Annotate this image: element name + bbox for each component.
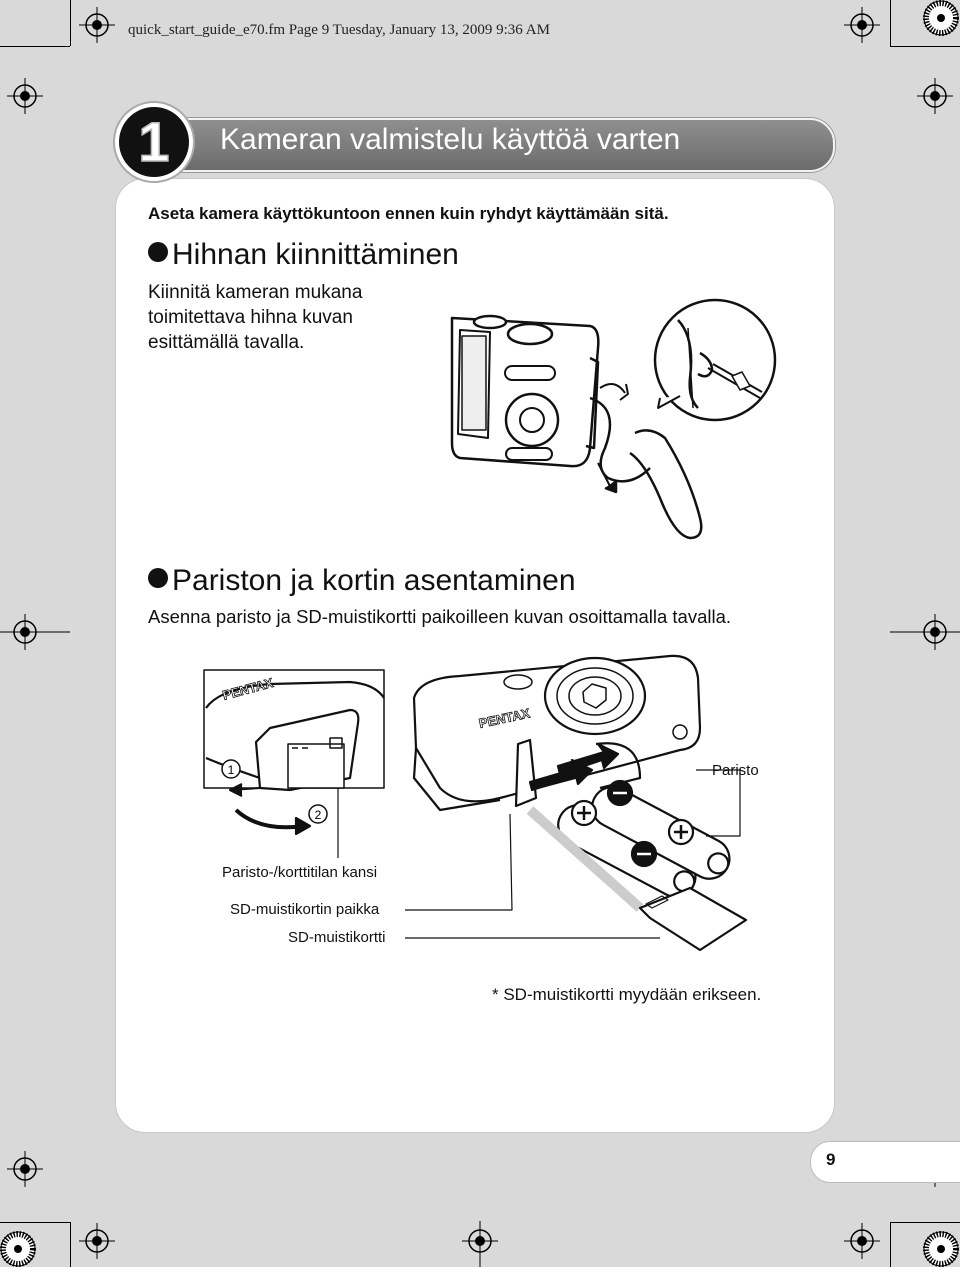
pdf-header: quick_start_guide_e70.fm Page 9 Tuesday, January 13, 2009 9:36 AM (128, 22, 550, 38)
step-1-label: 1 (227, 763, 235, 777)
registration-mark-icon (917, 78, 953, 114)
strap-heading (148, 238, 459, 272)
registration-mark-icon (79, 1223, 115, 1259)
page-number: 9 (826, 1150, 836, 1169)
strap-illustration (450, 298, 780, 548)
label-sd-card: SD-muistikortti (288, 929, 386, 946)
color-bar-icon (924, 1232, 958, 1266)
battery-heading-text: Pariston ja kortin asentaminen (172, 564, 576, 597)
step-number: 1 (138, 110, 170, 173)
label-card-slot: SD-muistikortin paikka (230, 901, 380, 918)
registration-mark-icon (7, 78, 43, 114)
strap-instructions (148, 280, 362, 355)
label-paristo: Paristo (712, 762, 759, 779)
step-number-badge (112, 100, 196, 184)
page-title: Kameran valmistelu käyttöä varten (220, 123, 681, 156)
registration-mark-icon (7, 1151, 43, 1187)
registration-mark-icon (844, 7, 880, 43)
brand-logo-right: PENTAX (477, 705, 532, 731)
intro-text: Aseta kamera käyttökuntoon ennen kuin ryhdyt käyttämään sitä. (148, 204, 669, 223)
color-bar-icon (1, 1232, 35, 1266)
strap-line: Kiinnitä kameran mukana (148, 282, 363, 303)
bullet-icon (148, 568, 168, 588)
battery-heading (148, 564, 576, 598)
footnote: * SD-muistikortti myydään erikseen. (492, 985, 762, 1004)
registration-mark-icon (79, 7, 115, 43)
strap-line: toimitettava hihna kuvan (148, 307, 353, 328)
brand-logo-left: PENTAX (220, 675, 275, 703)
color-bar-icon (924, 1, 958, 35)
battery-instructions: Asenna paristo ja SD-muistikortti paikoilleen kuvan osoittamalla tavalla. (148, 606, 732, 627)
strap-line: esittämällä tavalla. (148, 332, 305, 353)
label-cover: Paristo-/korttitilan kansi (222, 864, 378, 881)
bullet-icon (148, 242, 168, 262)
registration-mark-icon (844, 1223, 880, 1259)
step-2-label: 2 (314, 808, 322, 822)
strap-heading-text: Hihnan kiinnittäminen (172, 238, 459, 271)
